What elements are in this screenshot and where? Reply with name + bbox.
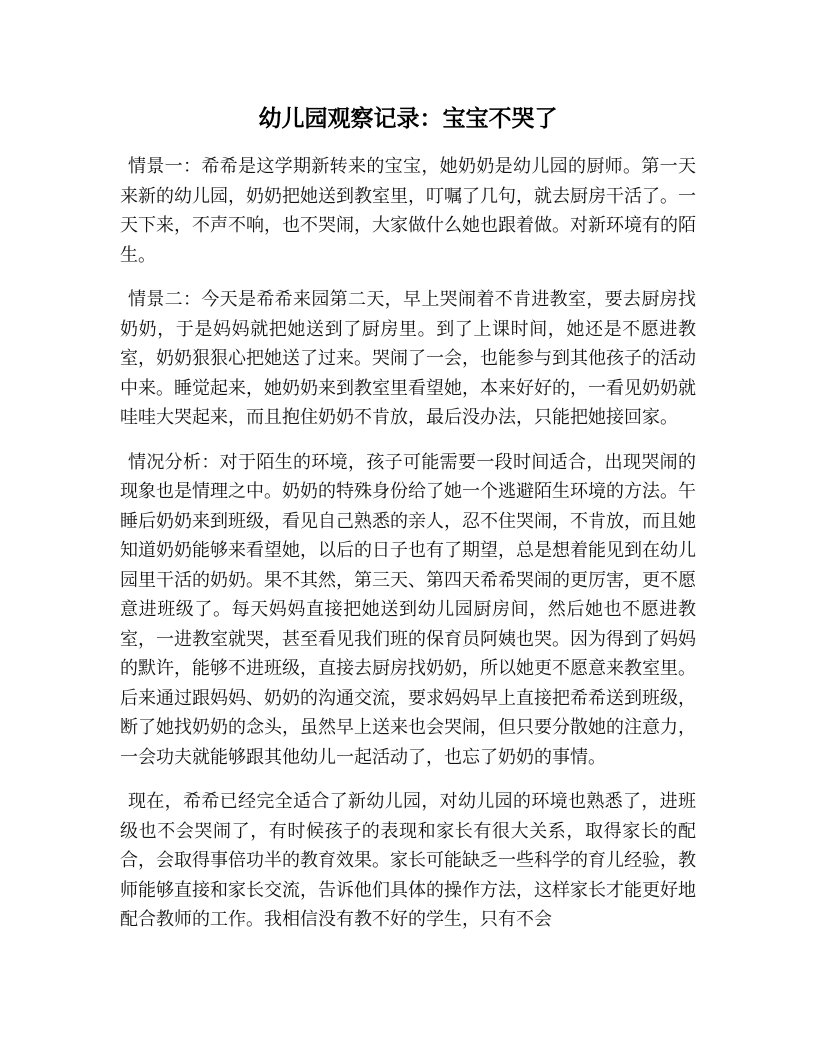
paragraph-conclusion: 现在，希希已经完全适合了新幼儿园，对幼儿园的环境也熟悉了，进班级也不会哭闹了，有时候孩子的表现和家长有很大关系，取得家长的配合，会取得事倍功半的教育效果。家长可能缺乏一些科学的育儿经验，教师能够直接和家长交流，告诉他们具体的操作方法，这样家长才能更好地配合教师的工作。我相信没有教不好的学生，只有不会 — [120, 791, 696, 930]
paragraph-analysis: 情况分析：对于陌生的环境，孩子可能需要一段时间适合，出现哭闹的现象也是情理之中。奶奶的特殊身份给了她一个逃避陌生环境的方法。午睡后奶奶来到班级，看见自己熟悉的亲人，忍不住哭闹，不肯放，而且她知道奶奶能够来看望她，以后的日子也有了期望，总是想着能见到在幼儿园里干活的奶奶。果不其然，第三天、第四天希希哭闹的更厉害，更不愿意进班级了。每天妈妈直接把她送到幼儿园厨房间，然后她也不愿进教室，一进教室就哭，甚至看见我们班的保育员阿姨也哭。因为得到了妈妈的默许，能够不进班级，直接去厨房找奶奶，所以她更不愿意来教室里。后来通过跟妈妈、奶奶的沟通交流，要求妈妈早上直接把希希送到班级，断了她找奶奶的念头，虽然早上送来也会哭闹，但只要分散她的注意力，一会功夫就能够跟其他幼儿一起活动了，也忘了奶奶的事情。 — [120, 451, 696, 768]
document-body — [120, 152, 696, 950]
paragraph-scene-two: 情景二：今天是希希来园第二天，早上哭闹着不肯进教室，要去厨房找奶奶，于是妈妈就把她送到了厨房里。到了上课时间，她还是不愿进教室，奶奶狠狠心把她送了过来。哭闹了一会，也能参与到其他孩子的活动中来。睡觉起来，她奶奶来到教室里看望她，本来好好的，一看见奶奶就哇哇大哭起来，而且抱住奶奶不肯放，最后没办法，只能把她接回家。 — [120, 289, 696, 428]
paragraph-scene-one: 情景一：希希是这学期新转来的宝宝，她奶奶是幼儿园的厨师。第一天来新的幼儿园，奶奶把她送到教室里，叮嘱了几句，就去厨房干活了。一天下来，不声不响，也不哭闹，大家做什么她也跟着做。对新环境有的陌生。 — [120, 156, 696, 266]
document-title: 幼儿园观察记录：宝宝不哭了 — [258, 106, 558, 132]
